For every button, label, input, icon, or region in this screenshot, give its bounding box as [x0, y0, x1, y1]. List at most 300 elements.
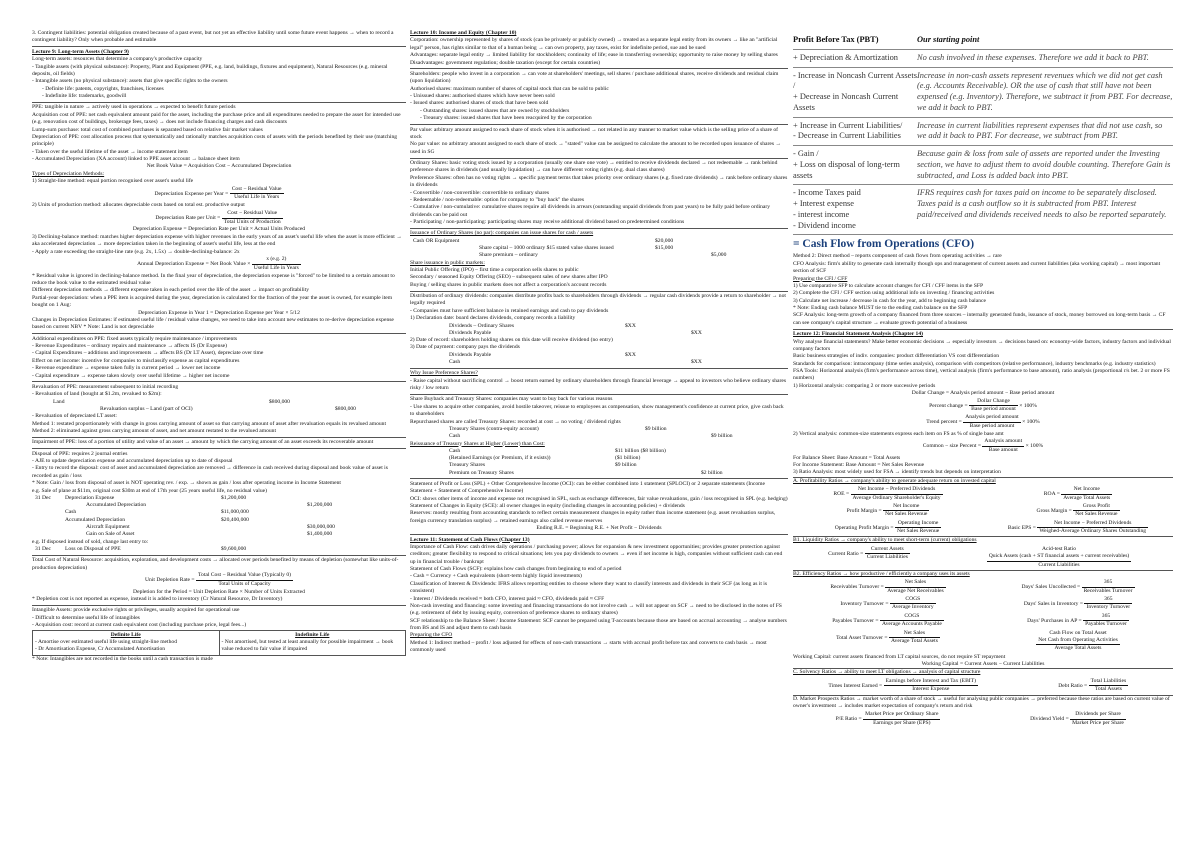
cfo-note: * Note: Ending cash balance MUST tie to the ending cash balance on the SFP: [793, 305, 968, 312]
intang-line: Intangible Assets: provide exclusive rights or privileges, usually acquired for operational use: [32, 607, 240, 614]
sh-line: - Issued shares: authorised shares of stock that have been sold: [410, 100, 549, 107]
denominator: Total Units of Capacity: [218, 580, 271, 587]
public-line: Share issuance in public markets:: [410, 259, 485, 266]
je-cell: Cash: [449, 447, 461, 454]
ratio-row: [793, 486, 1173, 502]
fraction: [889, 630, 940, 646]
je-cell: [622, 359, 688, 366]
l11-line: Non-cash investing and financing: some investing and financing transactions do not involve cash → will not appear on SCF → need to be disclosed in the notes of FS (e.g. retirement of debt by issuing equity, conversion of preference shares to ordinary shares): [410, 602, 782, 617]
denominator: Useful Life in Years: [253, 264, 299, 271]
je-cell: $9 billion: [645, 425, 667, 432]
je-cell: [698, 462, 726, 469]
je-cell: $XX: [691, 359, 702, 366]
cfo-note: Method 2: Direct method – reports component of cash flows from operating activities → rare: [793, 253, 1002, 260]
numerator: Quick Assets (cash + ST financial assets + current receivables): [987, 553, 1132, 561]
journal-row: [440, 462, 726, 469]
ord-line: - Participating / non-participating: participating shares may receive additional dividend based on predetermined conditions: [410, 219, 685, 225]
numerator: Net Income − Preferred Dividends: [851, 486, 943, 494]
je-cell: Land: [53, 398, 65, 405]
corp-line: Corporation: ownership represented by shares of stock (can be privately or publicly owned) → treated as a separate legal entity from its owners → like an "artificial legal" person, has rights similar to that of a human being → can own property, pay taxes, exist for indefinite period, sue and be sued: [410, 37, 778, 51]
cfo-table-row: [793, 32, 1173, 50]
denominator: Average Total Assets: [1054, 645, 1102, 652]
formula-lhs: Inventory Turnover =: [840, 601, 889, 608]
je-cell: Depreciation Expense: [65, 494, 115, 501]
formula-lhs: Receivables Turnover =: [830, 584, 884, 591]
ppe-block: [32, 104, 406, 334]
journal-row: [32, 517, 338, 524]
ppe-line: Depreciation of PPE: cost allocation process that systematically and rationally matches acquisition costs of assets with the periods benefited by their use (matching principle): [32, 133, 398, 148]
numerator: Total Liabilities: [1089, 678, 1129, 686]
types-title: Types of Depreciation Methods:: [32, 170, 105, 177]
je-cell: Dividends – Ordinary Shares: [449, 322, 515, 329]
journal-row: [32, 524, 338, 531]
why-preference-block: [410, 370, 788, 395]
formula-lhs: Depreciation Expense per Year =: [154, 191, 229, 198]
trend-percent-formula: [793, 414, 1173, 430]
journal-row: [440, 470, 726, 477]
ratio-row: [793, 711, 1173, 727]
contingent-text: 3. Contingent liabilities: potential obligation created because of a past event, but not yet an effective liability until some future event happens → when to record a contingent liability? Only when probable and estimable: [32, 30, 394, 44]
formula-lhs: ROE =: [833, 491, 850, 498]
denominator: Net Sales Revenue: [896, 528, 940, 535]
fraction: [1089, 678, 1129, 694]
fraction: [885, 579, 945, 595]
numerator: Cost − Residual Value: [230, 186, 284, 194]
total-asset-turnover-formula: [793, 630, 983, 653]
formula-lhs: Days' Sales in Inventory =: [1023, 601, 1084, 608]
je-cell: Treasury Shares (contra-equity account): [449, 425, 539, 432]
intang-line: - Acquisition cost: record at current cash equivalent cost (including purchase price, legal fees...): [32, 622, 247, 629]
intangibles-note: * Note: Intangibles are not recorded in the books until a cash transaction is made: [32, 655, 213, 662]
payables-turnover-formula: [793, 613, 983, 629]
l11-line: Statement of Cash Flows (SCF): explains how cash changes from beginning to end of a period: [410, 566, 622, 573]
fraction: [851, 486, 943, 502]
depletion-note: * Depletion cost is not reported as expense, instead it is added to inventory (Cr Natural Resource, Dr Inventory): [32, 596, 283, 603]
ppe-line: Acquisition cost of PPE: net cash equivalent amount paid for the asset, including the purchase price and all expenditures needed to prepare the asset for intended use (e.g. renovation cost of buildings, brokerage fees, taxes) → does not include financing charges and cash discounts: [32, 111, 401, 126]
numerator: Dollar Change: [969, 398, 1018, 406]
natural-resource-block: [32, 557, 406, 606]
disposal-block: [32, 451, 406, 556]
numerator: Analysis period amount: [963, 414, 1020, 422]
why-title: Why Issue Preference Shares?: [410, 370, 478, 377]
par-line: Par value: arbitrary amount assigned to each share of stock when it is authorised → not related in any manner to market value which is the selling price of a share of stock: [410, 126, 778, 140]
base-line: For Balance Sheet: Base Amount = Total Assets: [793, 454, 901, 461]
straight-line-text: 1) Straight-line method: equal portion recognised over asset's useful life: [32, 178, 194, 185]
fraction: [1061, 486, 1112, 502]
ord-line: - Convertible / non-convertible: convertible to ordinary shares: [410, 189, 550, 196]
denominator: Base period amount: [969, 422, 1015, 429]
lecture-10-title: Lecture 10: Income and Equity (Chapter 10): [410, 30, 517, 36]
numerator: 365: [1083, 613, 1129, 621]
spl-line: Reserves: mostly resulting from accounting standards to reflect certain measurement changes in equity rather than income statement (e.g. asset revaluation surplus, foreign currency translation surplus) → retained earnings also called revenue reserves: [410, 510, 776, 524]
je-cell: [266, 406, 332, 413]
je-cell: [218, 531, 304, 538]
cfo-heading: = Cash Flow from Operations (CFO): [793, 238, 975, 251]
roe-formula: [793, 486, 983, 502]
definite-life-text: - Amortise over estimated useful life using straight-line method - Dr Amortisation Expense, Cr Accumulated Amortisation: [35, 638, 177, 653]
fraction: [865, 546, 910, 562]
fraction: [890, 596, 936, 612]
denominator: Total Assets: [1094, 686, 1122, 693]
je-cell: [304, 546, 310, 553]
journal-row: [50, 399, 359, 406]
sh-sub: - Treasury shares: issued shares that have been reacquired by the corporation: [420, 115, 592, 122]
denominator: Average Total Assets: [890, 637, 938, 644]
je-cell: (Retained Earnings (or Premium, if it exists)): [449, 455, 551, 462]
shareholders-block: [410, 71, 788, 125]
denominator: Average Net Receivables: [887, 587, 944, 594]
formula-lhs: Days' Purchases in AP =: [1027, 617, 1082, 624]
db-note: * Residual value is ignored in declining-balance method. In the final year of depreciation, the depreciation expense is "forced" to be limited to a certain amount to reduce the book value to the estimated residual value: [32, 272, 395, 286]
cash-flow-asset-title: Cash Flow on Total Asset: [1049, 629, 1107, 636]
je-cell: $9 billion: [711, 433, 733, 440]
denominator: Net Sales Revenue: [885, 511, 928, 518]
journal-row: [32, 509, 338, 516]
par-line: No par value: no arbitrary amount assigned to each share of stock → "stated" value can be assigned to calculate the amount to be recorded upon issuance of shares → used in SG: [410, 141, 781, 155]
journal-row: [32, 495, 338, 502]
reval-journal: [50, 399, 359, 414]
db-note: Different depreciation methods → different expense taken in each period over the life of the asset → impact on profitability: [32, 287, 310, 294]
cfo-note: SCF Analysis: long-term growth of a company financed from three sources – internally generated funds, issuance of stock, money borrowed on long-term basis → CF can see company's capital structure → evaluate growth potential of a business: [793, 312, 1166, 326]
contingent-liabilities-block: [32, 30, 406, 47]
je-cell: $15,000: [655, 245, 674, 252]
je-cell: Aircraft Equipment: [86, 523, 130, 530]
units-production-formula: [32, 210, 406, 226]
unit-depletion-formula: [32, 572, 406, 588]
disposal-line: e.g. Sale of plane at $11m, original cost $30m at end of 17th year (25 years useful life, no residual value): [32, 487, 267, 494]
ord-line: - Cumulative / non-cumulative: cumulative shares require all dividends in arrears (outstanding unpaid dividends from past years) to be fully paid before ordinary dividends can be paid out: [410, 204, 771, 218]
numerator: Net Income − Preferred Dividends: [1037, 520, 1148, 528]
cfo-note: CFO Analysis: firm's ability to generate cash internally though ops and management of current assets and current liabilities (aka working capital) → most important section of SCF: [793, 260, 1161, 275]
je-cell: $20,400,000: [221, 516, 249, 523]
days-uncollected-formula: [983, 579, 1173, 595]
numerator: 365: [1084, 596, 1132, 604]
dollar-change-formula: Dollar Change = Analysis period amount − Base period amount: [911, 390, 1055, 397]
liquidity-title: B1. Liquidity Ratios → company's ability to meet short-term (current) obligations: [793, 536, 1173, 544]
numerator: Operating Income: [895, 520, 941, 528]
formula-lhs: Basic EPS =: [1007, 524, 1036, 531]
dist-line: Distribution of ordinary dividends: companies distribute profits back to shareholders through dividends → regular cash dividends provide a return to shareholder → not legally required: [410, 293, 786, 307]
times-100: × 100%: [1022, 419, 1040, 426]
denominator: Payables Turnover: [1085, 621, 1127, 628]
addexp-line: - Capital expenditure → expense taken slowly over useful lifetime → higher net income: [32, 372, 230, 379]
efficiency-title: B2. Efficiency Ratios → how productive / efficiently a company uses its assets: [793, 570, 1173, 578]
je-cell: Share premium – ordinary: [479, 252, 538, 259]
formula-lhs: Debt Ratio =: [1058, 682, 1088, 689]
je-cell: Premium on Treasury Shares: [449, 469, 514, 476]
denominator: Net Sales Revenue: [1075, 511, 1118, 518]
formula-lhs: Depreciation Rate per Unit =: [155, 215, 221, 222]
ord-line: Ordinary Shares: basic voting stock issued by a corporation (usually one share one vote) → entitled to receive dividends declared → not redeemable → rank behind preference shares in dividends (and usually liquidation) → can have different voting rights (e.g. dual class shares): [410, 160, 778, 174]
je-cell: 31 Dec: [35, 545, 51, 552]
je-cell: [32, 531, 62, 538]
times-100: × 100%: [1025, 443, 1044, 450]
uop-expense-formula: Depreciation Expense = Depreciation Rate per Unit × Actual Units Produced: [132, 226, 306, 233]
div-mid: 2) Date of record: shareholders holding shares on this date will receive dividend (no entry): [410, 337, 613, 344]
je-cell: [688, 352, 705, 359]
je-cell: [32, 517, 62, 524]
dist-line: 1) Declaration date: board declares dividends, company records a liability: [410, 315, 576, 322]
journal-row: [440, 359, 705, 366]
formula-lhs: Times Interest Earned =: [828, 682, 883, 689]
je-cell: [304, 509, 338, 516]
nbv-formula: Net Book Value = Acquisition Cost − Accumulated Depreciation: [146, 163, 292, 170]
je-cell: Cash: [449, 433, 461, 440]
denominator: Current Liabilities: [866, 554, 908, 561]
journal-row: [440, 455, 726, 462]
je-cell: [642, 433, 708, 440]
je-cell: Cash: [65, 509, 77, 516]
ord-line: - Redeemable / non-redeemable: option for company to "buy back" the shares: [410, 196, 585, 203]
db-line: - Apply a rate exceeding the straight-line rate (e.g. 2x, 1.5x) → double-declining-balance: 2x: [32, 248, 240, 255]
profit-margin-formula: [793, 503, 983, 519]
je-cell: $800,000: [335, 405, 356, 412]
reissuance-title: Reissuance of Treasury Shares at Higher (Lower) than Cost:: [410, 440, 545, 447]
je-cell: $XX: [625, 351, 636, 358]
numerator: x (e.g. 2): [252, 256, 301, 264]
base-line: For Income Statement: Base Amount = Net Sales Revenue: [793, 462, 925, 469]
numerator: Current Assets: [865, 546, 910, 554]
disposal-journal-2: [32, 546, 310, 553]
ratio-row: [793, 503, 1173, 519]
addexp-line: Additional expenditures on PPE: fixed assets typically require maintenance / improvements: [32, 335, 238, 342]
ratio-row: [793, 596, 1173, 612]
dividend-yield-formula: [983, 711, 1173, 727]
working-capital-text: Working Capital: current assets financed from LT capital sources, do not require ST repayment: [793, 653, 1006, 660]
sh-line: Authorised shares: maximum number of shares of capital stock that can be sold to public: [410, 85, 609, 92]
cfo-notes-block: [793, 253, 1173, 329]
formula-lhs: Trend percent =: [926, 419, 962, 426]
indefinite-life-header: Indefinite Life: [295, 631, 330, 638]
db-line: 3) Declining-balance method: matches higher depreciation expense with higher revenues in the early years of an asset's useful life when the asset is more efficient → aka accelerated depreciation → more depreciation taken in the beginning of asset's useful life, less at the end: [32, 233, 402, 248]
je-cell: 31 Dec: [35, 494, 51, 501]
fraction: [963, 414, 1020, 430]
reval-line: Method 2: eliminated against gross carrying amount of asset, and net amount restated to the revalued amount: [32, 427, 277, 434]
journal-row: [440, 330, 705, 337]
l12-line: Basic business strategies of indiv. companies: product differentiation VS cost differentiation: [793, 353, 1000, 360]
share-types-block: [410, 160, 788, 229]
je-cell: [698, 455, 726, 462]
ppe-line: - Taken over the useful lifetime of the asset → income statement item: [32, 148, 188, 155]
column-middle: [410, 30, 788, 842]
lecture-11-title: Lecture 11: Statement of Cash Flows (Chapter 13): [410, 536, 530, 543]
cfo-table-value: Because gain & loss from sale of assets are reported under the Investing section, we have to adjust them to avoid double counting. Therefore Gain is subtracted, and Loss is added back into PBT.: [917, 149, 1171, 180]
cfo-note: Preparing the CFI / CFF: [793, 275, 848, 282]
cfo-note: 2) Complete the CFI / CFF section using additional info on investing / financing activities: [793, 290, 995, 297]
fraction: [1083, 613, 1129, 629]
denominator: Inventory Turnover: [1086, 604, 1131, 611]
formula-lhs: Dividend Yield =: [1030, 716, 1069, 723]
fraction: [1073, 503, 1119, 519]
ratio-row: [793, 520, 1173, 536]
fraction: [895, 520, 941, 536]
l9-line: Long-term assets: resources that determine a company's productive capacity: [32, 56, 203, 63]
disposal-line: * Note: Gain / loss from disposal of asset is NOT operating rev. / exp. → shown as gain / loss after operating income in Income Statement: [32, 480, 341, 487]
je-cell: [410, 245, 476, 252]
je-cell: Dividends Payable: [449, 351, 492, 358]
ratio-row: [793, 579, 1173, 595]
je-cell: [612, 470, 698, 477]
l11-line: Method 1: Indirect method – profit / loss adjusted for effects of non-cash transactions → starts with accrual profit before tax and converts to cash basis → most commonly used: [410, 639, 767, 654]
je-cell: Dividends Payable: [449, 329, 492, 336]
units-production-text: 2) Units of production method: allocates depreciable costs based on total est. productive output: [32, 202, 245, 209]
lecture-9-block: [32, 49, 406, 103]
spl-line: Statement of Profit or Loss (SPL) + Other Comprehensive Income (OCI): can be either combined into 1 statement (SPLOCI) or 2 separate statements (Income Statement + Statement of Comprehensive Income): [410, 480, 766, 495]
debt-ratio-formula: [1013, 678, 1173, 694]
dividend-journal-1: [440, 323, 705, 338]
lecture-12-title: Lecture 12: Financial Statement Analysis (Chapter 14): [793, 331, 923, 338]
formula-lhs: Common − size Percent =: [922, 443, 981, 450]
indefinite-life-cell: [219, 631, 406, 655]
intangibles-block: [32, 607, 406, 663]
issuance-title: Issuance of Ordinary Shares (no par): companies can issue shares for cash / assets: [410, 230, 594, 237]
declining-balance-formula: [32, 256, 406, 272]
par-value-block: [410, 127, 788, 159]
definite-life-cell: [33, 631, 219, 655]
addexp-line: - Revenue Expenditures – ordinary repairs and maintenance → affects IS (Dr Expense): [32, 343, 227, 349]
disposal-journal: [32, 495, 338, 539]
profitability-title: A. Profitability Ratios → company's ability to generate adequate return on invested capital: [793, 477, 1173, 485]
buyback-line: Repurchased shares are called Treasury Shares: recorded at cost → no voting / dividend rights: [410, 418, 621, 425]
column-right: [793, 30, 1173, 842]
disposal-note: e.g. If disposed instead of sold, change last entry to:: [32, 538, 149, 545]
vertical-analysis-text: 2) Vertical analysis: common-size statements express each item on FS as % of single base amt: [793, 430, 1004, 437]
acid-test-title: Acid-test Ratio: [1041, 545, 1077, 552]
lecture-9-title: Lecture 9: Long-term Assets (Chapter 9): [32, 48, 129, 55]
numerator: COGS: [880, 613, 944, 621]
fraction: [863, 711, 940, 727]
fraction: [252, 256, 301, 272]
denominator: Average Ordinary Shareholder's Equity: [852, 494, 941, 501]
je-cell: [476, 238, 652, 245]
public-line: Secondary / seasoned Equity Offering (SEO) – subsequent sales of new shares after IPO: [410, 274, 608, 281]
l11-line: - Cash = Currency + Cash equivalents (short-term highly liquid investments): [410, 573, 582, 580]
formula-lhs: Days' Sales Uncollected =: [1021, 584, 1081, 591]
working-capital-formula: Working Capital = Current Assets − Current Liabilities: [921, 661, 1045, 668]
numerator: 365: [1082, 579, 1135, 587]
fraction: [1037, 520, 1148, 536]
dividends-block: [410, 293, 788, 369]
l11-line: Preparing the CFO: [410, 632, 453, 639]
buyback-block: [410, 396, 788, 479]
cfo-table-key: + Increase in Current Liabilities/ - Decrease in Current Liabilities: [793, 120, 903, 141]
je-cell: [218, 524, 304, 531]
fraction: [987, 553, 1132, 569]
cfo-table-key: + Depreciation & Amortization: [793, 52, 898, 62]
ratio-row: [793, 546, 1173, 569]
treasury-journal: [440, 426, 736, 441]
public-line: Initial Public Offering (IPO) – first time a corporation sells shares to public: [410, 266, 579, 273]
l9-line: - Intangible assets (no physical substance): assets that give specific rights to the owners: [32, 78, 228, 85]
je-cell: [32, 509, 62, 516]
solvency-title: C. Solvency Ratios → ability to meet LT obligations → analysis of capital structure: [793, 668, 1173, 676]
l11-line: - Interest / Dividends received ≈ both CFO, interest paid ≈ CFO, dividends paid ≈ CFF: [410, 595, 605, 602]
cfo-table-value: Our starting point: [917, 35, 980, 44]
sh-line: - Unissued shares: authorised shares which have never been sold: [410, 93, 555, 99]
journal-row: [32, 502, 338, 509]
fraction: [1084, 596, 1132, 612]
cfo-table-row: [793, 185, 1173, 235]
je-cell: [32, 502, 62, 509]
ppe-line: PPE: tangible in nature → actively used in operations → expected to benefit future periods: [32, 104, 236, 111]
denominator: Average Accounts Payable: [881, 621, 942, 628]
column-left: [32, 30, 406, 842]
denominator: Earnings per Share (EPS): [873, 719, 931, 726]
fraction: [1036, 637, 1120, 653]
gross-margin-formula: [983, 503, 1173, 519]
ratio-row: [793, 678, 1173, 694]
je-cell: [332, 399, 359, 406]
impairment-text: Impairment of PPE: loss of a portion of utility and value of an asset → amount by which the carrying amount of an asset exceeds its recoverable amount: [32, 439, 374, 446]
cfo-table-value: Increase in non-cash assets represent revenues which we did not get cash (e.g. Accounts Receivable). OR the use of cash that still have not been expensed (e.g. Inventory). Therefore, we subtract it from PBT. For decrease, we add it back to PBT.: [917, 70, 1173, 112]
l12-line: Why analyse financial statements? Make better economic decisions → especially investors → decisions based on: economy-wide factors, industry factors and individual company factors: [793, 338, 1171, 352]
journal-row: [440, 433, 736, 440]
numerator: Total Cost − Residual Value (Typically 0): [196, 572, 293, 580]
buyback-line: - Use shares to acquire other companies, avoid hostile takeover, reissue to employees as compensation, show management's confidence at current price, give cash back to shareholders: [410, 403, 784, 418]
je-cell: $1,200,000: [307, 502, 333, 509]
je-cell: $9 billion: [615, 462, 637, 469]
cfo-table-row: [793, 118, 1173, 147]
partial-year-formula: Depreciation Expense in Year 1 = Depreciation Expense per Year × 5/12: [138, 309, 300, 316]
additional-expenditures-block: [32, 336, 406, 383]
je-cell: $XX: [691, 329, 702, 336]
formula-lhs: Gross Margin =: [1036, 508, 1072, 515]
formula-lhs: Operating Profit Margin =: [834, 524, 894, 531]
l11-line: Importance of Cash Flow: cash drives daily operations / purchasing power; allows for expansion & new investment opportunities; provides greater protection against creditors; greater flexibility to respond to critical situations; lets you pay dividends to owners → even if net income is high, companies without sufficient cash can end up in financial trouble / bankrupt: [410, 543, 783, 565]
journal-row: [32, 546, 310, 553]
cash-flow-total-asset-formula: [983, 630, 1173, 653]
je-cell: $800,000: [269, 398, 290, 405]
issuance-journal: [410, 238, 729, 260]
sh-sub: - Outstanding shares: issued shares that are owned by stockholders: [420, 107, 570, 114]
public-line: Buying / selling shares in public markets does not affect a corporation's account records: [410, 281, 607, 288]
je-cell: Accumulated Depreciation: [65, 516, 126, 523]
je-cell: $11 billion ($8 billion): [615, 447, 666, 454]
ord-line: Preference Shares: often has no voting rights → specific payment terms that takes priority over ordinary shares (e.g. fixed rate dividends) → rank before ordinary shares in dividends: [410, 174, 788, 189]
fraction: [880, 613, 944, 629]
numerator: Market Price per Ordinary Share: [863, 711, 940, 719]
formula-lhs: Percent change =: [929, 403, 968, 410]
fraction: [196, 572, 293, 588]
addexp-line: - Capital Expenditures – additions and improvements → affects BS (Dr LT Asset), depreciate over time: [32, 350, 264, 357]
db-note: Partial-year depreciation: when a PPE item is acquired during the year, depreciation is calculated for the fraction of the year the asset is owned, for example item bought on 1 Aug:: [32, 294, 393, 309]
je-cell: Accumulated Depreciation: [86, 502, 147, 509]
cfo-table-key: - Gain / + Loss on disposal of long-term assets: [793, 149, 900, 180]
fraction: [883, 503, 929, 519]
current-ratio-formula: [793, 546, 945, 569]
cfo-table-row: [793, 146, 1173, 185]
revaluation-block: [32, 384, 406, 438]
days-inventory-formula: [983, 596, 1173, 612]
je-cell: [688, 323, 705, 330]
fraction: [884, 678, 978, 694]
denominator: Interest Expense: [912, 686, 950, 693]
je-cell: $20,000: [655, 237, 674, 244]
addexp-line: Effect on net income: incentive for companies to misclassify expense as capital expenditures: [32, 357, 240, 364]
cfo-note: 3) Calculate net increase / decrease in cash for the year, add to beginning cash balance: [793, 297, 986, 304]
numerator: Net Income: [1061, 486, 1112, 494]
cfo-table-row: [793, 68, 1173, 118]
je-cell: [304, 517, 338, 524]
ratio-row: [793, 613, 1173, 629]
intang-line: - Difficult to determine useful life of intangibles: [32, 614, 140, 621]
cfo-table-value: Increase in current liabilities represent expenses that did not use cash, so we add it back to PBT. For decrease, we subtract from PBT.: [917, 120, 1163, 141]
cfo-indirect-table: [793, 32, 1173, 235]
numerator: Net Sales: [889, 630, 940, 638]
numerator: Gross Profit: [1073, 503, 1119, 511]
dividend-journal-2: [440, 352, 705, 367]
times-100: × 100%: [1019, 403, 1037, 410]
